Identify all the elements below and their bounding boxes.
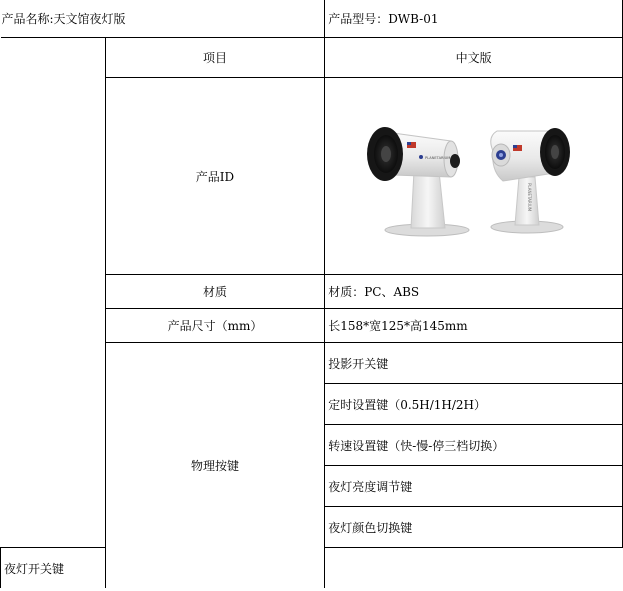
- logo-text-left: PLANETARIUM: [424, 156, 450, 160]
- size-label: 产品尺寸（mm）: [105, 309, 324, 343]
- product-photo: [359, 111, 589, 241]
- buttons-label: 物理按键: [105, 343, 324, 589]
- button-item: 夜灯颜色切换键: [325, 507, 623, 548]
- projector-left-icon: [367, 127, 469, 236]
- button-item: 定时设置键（0.5H/1H/2H）: [325, 384, 623, 425]
- product-photo-cell: [325, 78, 623, 275]
- logo-text-right: PLANETARIUM: [526, 183, 532, 212]
- column-header-version: 中文版: [325, 38, 623, 78]
- button-item: 夜灯开关键: [1, 548, 106, 589]
- button-item: 转速设置键（快-慢-停三档切换）: [325, 425, 623, 466]
- column-header-item: 项目: [105, 38, 324, 78]
- button-item: 投影开关键: [325, 343, 623, 384]
- projector-right-icon: [490, 128, 569, 233]
- product-model: 产品型号：DWB-01: [325, 0, 623, 38]
- product-id-label: 产品ID: [105, 78, 324, 275]
- button-item: 夜灯亮度调节键: [325, 466, 623, 507]
- product-name: 产品名称:天文馆夜灯版: [1, 0, 325, 38]
- blank-left-column: [1, 38, 106, 548]
- size-value: 长158*宽125*高145mm: [325, 309, 623, 343]
- material-value: 材质：PC、ABS: [325, 275, 623, 309]
- material-label: 材质: [105, 275, 324, 309]
